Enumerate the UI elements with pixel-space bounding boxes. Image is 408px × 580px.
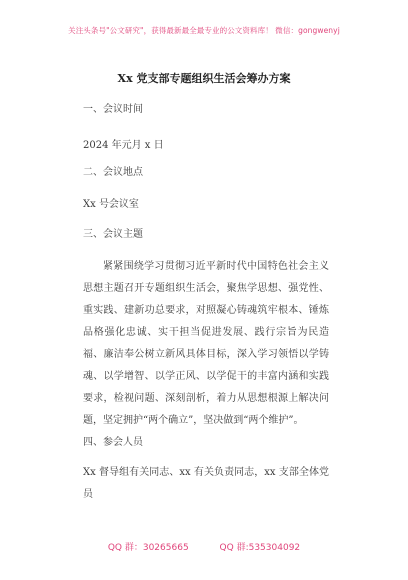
section-4-heading: 四、参会人员 — [83, 437, 143, 448]
section-1-heading: 一、会议时间 — [83, 104, 143, 115]
section-2-body: Xx 号会议室 — [83, 199, 139, 210]
footer-contact — [0, 540, 408, 553]
section-3-heading: 三、会议主题 — [83, 229, 143, 240]
footer-qq-group-2: QQ 群:535304092 — [219, 543, 301, 553]
section-4-body: Xx 督导组有关同志、xx 有关负责同志，xx 支部全体党员 — [83, 467, 329, 500]
document-title: Xx 党支部专题组织生活会筹办方案 — [117, 72, 291, 85]
section-3-body: 紧紧围绕学习贯彻习近平新时代中国特色社会主义思想主题召开专题组织生活会，聚焦学思想、强党性、重实践、建新功总要求，对照凝心铸魂筑牢根本、锤炼品格强化忠诚、实干担当促进发展、践行宗旨为民造福、廉洁奉公树立新风具体目标，深入学习领悟以学铸魂、以学增智、以学正风、以学促干的丰富内涵和实践要求，检视问题、深刻剖析，着力从思想根源上解决问题，坚定拥护“两个确立”，坚决做到“两个维护”。 — [83, 261, 329, 426]
header-banner: 关注头条号"公文研究"，获得最新最全最专业的公文资料库！ 微信：gongwenyj — [68, 26, 340, 35]
section-1-body: 2024 年元月 x 日 — [83, 140, 164, 151]
section-2-heading: 二、会议地点 — [83, 167, 143, 178]
footer-qq-group-1: QQ 群：30265665 — [107, 543, 189, 553]
